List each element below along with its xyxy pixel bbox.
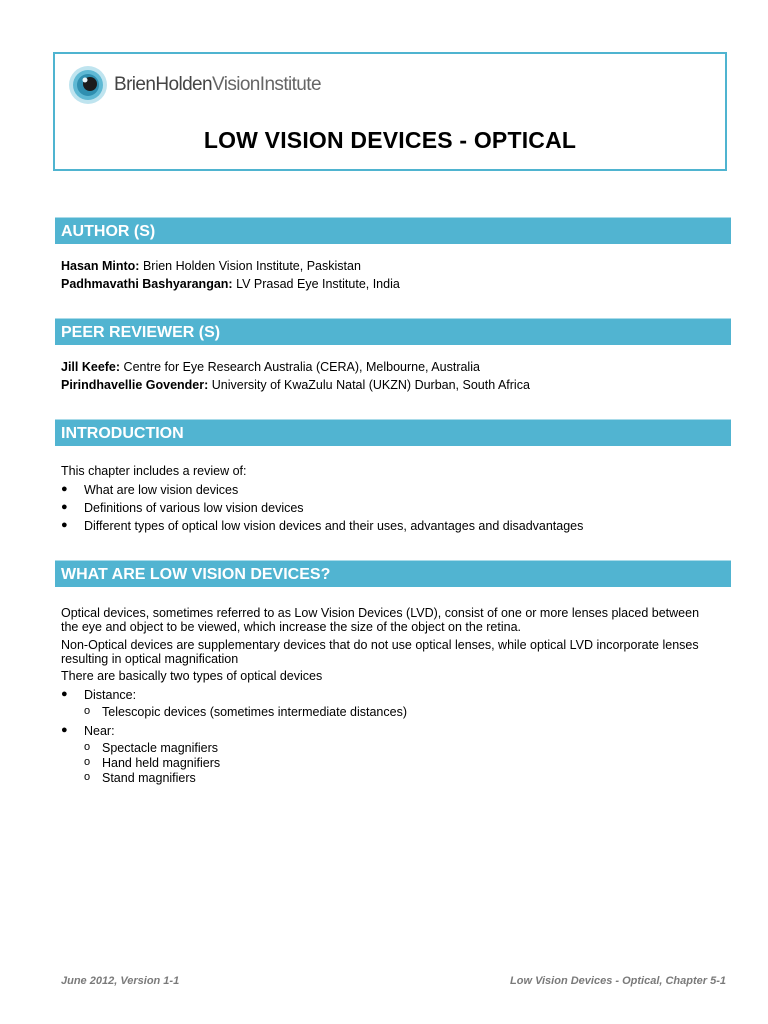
near-item-3: Stand magnifiers [102, 771, 196, 785]
para3: There are basically two types of optical devices [61, 669, 323, 683]
footer-date-version: June 2012, Version 1-1 [61, 975, 180, 987]
author-affiliation: Brien Holden Vision Institute, Paskistan [139, 259, 361, 273]
reviewer-name: Pirindhavellie Govender: [61, 378, 209, 392]
para2-line1: Non-Optical devices are supplementary devices that do not use optical lenses, while optical LVD incorporate lenses [61, 638, 699, 652]
circle-bullet-icon: o [84, 705, 91, 717]
near-item-1: Spectacle magnifiers [102, 741, 219, 755]
circle-bullet-icon: o [84, 741, 91, 753]
footer-chapter: Low Vision Devices - Optical, Chapter 5-1 [510, 975, 726, 987]
introduction-heading: INTRODUCTION [55, 419, 731, 446]
intro-bullet-2: Definitions of various low vision devices [84, 501, 304, 515]
bullet-icon: ● [61, 501, 68, 513]
author-line-2 [61, 276, 400, 292]
author-name: Hasan Minto: [61, 259, 140, 273]
distance-label: Distance: [84, 688, 137, 702]
logo-wordmark [114, 74, 321, 96]
author-name: Padhmavathi Bashyarangan: [61, 277, 233, 291]
reviewer-affiliation: University of KwaZulu Natal (UKZN) Durban, South Africa [208, 378, 530, 392]
near-item-2: Hand held magnifiers [102, 756, 221, 770]
what-are-heading: WHAT ARE LOW VISION DEVICES? [55, 560, 731, 587]
near-label: Near: [84, 724, 115, 738]
intro-bullet-3: Different types of optical low vision devices and their uses, advantages and disadvantages [84, 519, 584, 533]
title-box [53, 52, 727, 171]
reviewer-name: Jill Keefe: [61, 360, 121, 374]
reviewers-heading: PEER REVIEWER (S) [55, 318, 731, 345]
logo-text-part1: BrienHolden [114, 74, 212, 95]
authors-heading: AUTHOR (S) [55, 217, 731, 244]
eye-logo-icon [68, 65, 108, 105]
author-affiliation: LV Prasad Eye Institute, India [232, 277, 400, 291]
bullet-icon: ● [61, 688, 68, 700]
reviewer-line-2 [61, 377, 530, 393]
distance-item-1: Telescopic devices (sometimes intermediate distances) [102, 705, 407, 719]
institute-logo [68, 64, 321, 106]
circle-bullet-icon: o [84, 756, 91, 768]
bullet-icon: ● [61, 483, 68, 495]
author-line-1 [61, 258, 361, 274]
reviewer-affiliation: Centre for Eye Research Australia (CERA), Melbourne, Australia [120, 360, 480, 374]
bullet-icon: ● [61, 724, 68, 736]
logo-text-part2: VisionInstitute [211, 74, 321, 95]
para1-line1: Optical devices, sometimes referred to as Low Vision Devices (LVD), consist of one or more lenses placed between [61, 606, 700, 620]
reviewer-line-1 [61, 359, 480, 375]
document-title: LOW VISION DEVICES - OPTICAL [203, 127, 577, 153]
intro-lead: This chapter includes a review of: [61, 464, 247, 478]
circle-bullet-icon: o [84, 771, 91, 783]
para2-line2: resulting in optical magnification [61, 652, 239, 666]
bullet-icon: ● [61, 519, 68, 531]
intro-bullet-1: What are low vision devices [84, 483, 239, 497]
para1-line2: the eye and object to be viewed, which increase the size of the object on the retina. [61, 620, 522, 634]
